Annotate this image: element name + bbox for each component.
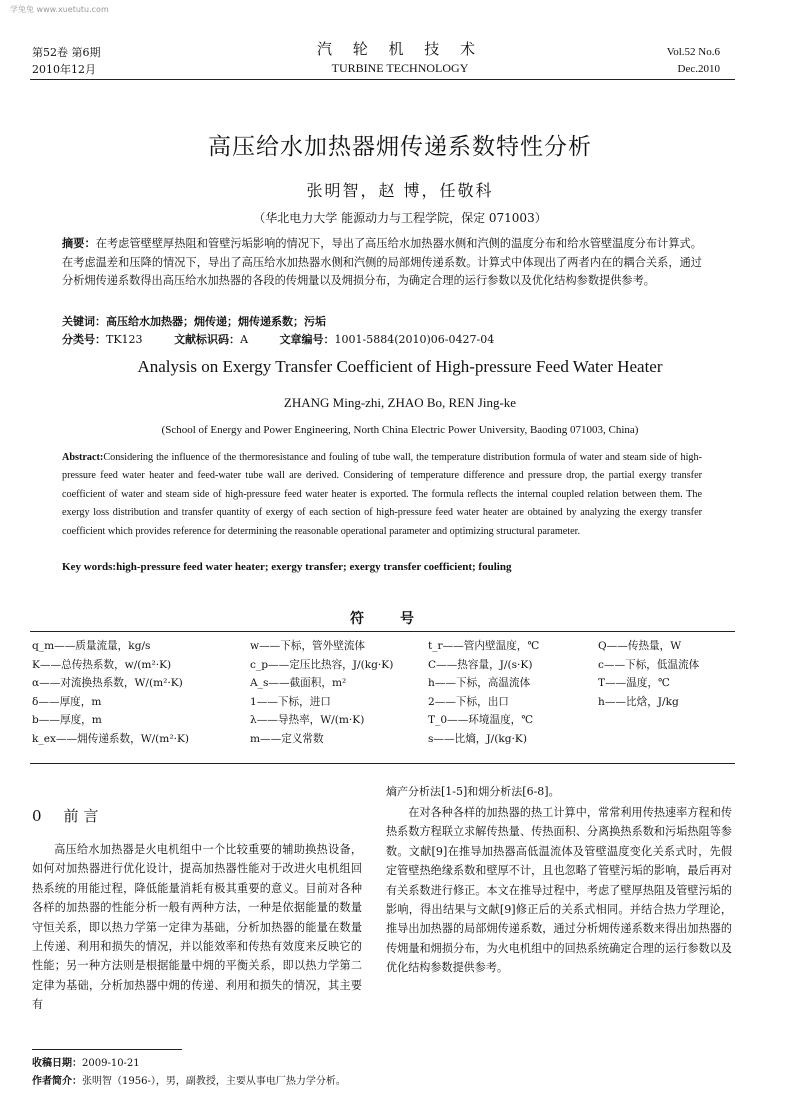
footnote-received: 收稿日期：2009-10-21 [32,1058,140,1069]
symbol-entry: C——热容量，J/(s·K) [428,658,533,671]
section-number: 0 [32,807,42,825]
intro-right-column [386,803,732,978]
keywords-cn [62,313,326,329]
title-en: Analysis on Exergy Transfer Coefficient of High-pressure Feed Water Heater [137,357,663,376]
symbols-col-2 [250,637,393,749]
header-left [32,44,101,78]
watermark: 学兔兔 www.xuetutu.com [10,5,109,14]
footnote-author: 作者简介：张明智（1956-），男，副教授，主要从事电厂热力学分析。 [32,1076,346,1087]
symbol-entry: q_m——质量流量，kg/s [32,640,151,652]
symbol-entry: δ——厚度，m [32,695,102,708]
symbol-entry: w——下标，管外壁流体 [250,640,366,652]
intro-right-continuation: 熵产分析法[1-5]和㶲分析法[6-8]。 [386,785,560,798]
symbol-entry: m——定义常数 [250,732,324,745]
keywords-en-text: high-pressure feed water heater; exergy transfer; exergy transfer coefficient; fouling [116,561,512,573]
symbol-entry: K——总传热系数，w/(m²·K) [32,658,172,671]
abstract-cn-text: 在考虑管壁壁厚热阻和管壁污垢影响的情况下，导出了高压给水加热器水侧和汽侧的温度分布和给水管壁温度分布计算式。在考虑温差和压降的情况下，导出了高压给水加热器水侧和汽侧的局部㶲传递系数。计算式中体现出了两者内在的耦合关系，通过分析㶲传递系数得出高压给水加热器的各段的传㶲量以及㶲损分布，为确定合理的运行参数以及优化结构参数提供参考。 [62,237,702,287]
symbols-bottom-rule [30,763,735,764]
symbols-top-rule [30,631,735,632]
symbol-entry: k_ex——㶲传递系数，W/(m²·K) [32,732,190,745]
symbol-entry: b——厚度，m [32,714,102,727]
section-title: 前 言 [63,807,99,825]
keywords-cn-label: 关键词： [62,315,106,328]
symbol-entry: 1——下标，进口 [250,695,331,708]
symbol-entry: h——下标，高温流体 [428,677,531,690]
abstract-cn-label: 摘要： [62,236,96,250]
symbol-entry: α——对流换热系数，W/(m²·K) [32,677,183,690]
abstract-en-text: Considering the influence of the thermoresistance and fouling of tube wall, the temperature distribution formula of water and steam side of high-pressure feed water heater and feed-water tube wall are derived. Considering of temperature difference and pressure drop, the partial exergy transfer coefficient of water and steam side of high-pressure feed water heater is exported. The formula reflects the internal coupled relation between them. The exergy loss distribution and transfer quantity of exergy of each section of high-pressure feed water heater are obtained by analyzing the exergy transfer coefficient which provides reference for determining the reasonable operational parameter and optimizing structural parameter. [62,452,702,537]
journal-name-en: TURBINE TECHNOLOGY [331,61,469,75]
symbol-entry: c_p——定压比热容，J/(kg·K) [250,658,394,671]
symbols-heading: 符号 [350,611,450,627]
keywords-en [62,561,511,573]
header-right [667,44,720,78]
intro-paragraph: 在对各种各样的加热器的热工计算中，常常利用传热速率方程和传热系数方程联立求解传热量、传热面积、分离换热系数和污垢热阻等参数。文献[9]在推导加热器高低温流体及管壁温度变化关系式时，先假定管壁热绝缘系数和壁厚不计，且也忽略了管壁污垢的影响，最后再对有关系数进行修正。本文在推导过程中，考虑了壁厚热阻及管壁污垢的影响，得出结果与文献[9]修正后的关系式相同。并结合热力学理论，推导出加热器的局部㶲传递系数，通过分析㶲传递系数来得出加热器的传㶲量和㶲损分布，为火电机组中的回热系统确定合理的运行参数以及优化结构参数提供参考。 [386,806,732,975]
authors: 张明智，赵 博，任敬科 [306,181,494,200]
header-rule [30,79,735,80]
symbol-entry: T——温度，℃ [598,677,670,690]
doc-code: 文献标识码：A [174,333,249,346]
article-number: 文章编号：1001-5884(2010)06-0427-04 [279,333,495,346]
intro-left-column [32,840,362,1015]
keywords-en-label: Key words: [62,561,117,573]
volume-en: Vol.52 No.6 [666,46,720,58]
symbol-entry: λ——导热率，W/(m·K) [250,714,365,727]
journal-name-cn: 汽 轮 机 技 术 [316,40,484,58]
abstract-en-label: Abstract: [62,452,104,463]
symbol-entry: h——比焓，J/kg [598,695,679,708]
section-heading-intro [32,805,98,826]
abstract-cn [62,234,702,291]
class-number: 分类号：TK123 [62,333,143,346]
volume-cn: 第52卷 第6期 [32,46,101,59]
symbol-entry: A_s——截面积，m² [250,677,347,690]
symbol-entry: t_r——管内壁温度，℃ [428,640,540,652]
symbol-entry: s——比熵，J/(kg·K) [428,732,527,745]
paper-title: 高压给水加热器㶲传递系数特性分析 [208,134,592,160]
symbols-col-4 [598,637,699,711]
header-journal [250,38,550,76]
symbol-entry: T_0——环境温度，℃ [428,714,534,727]
intro-paragraph: 高压给水加热器是火电机组中一个比较重要的辅助换热设备，如何对加热器进行优化设计，提高加热器性能对于改进火电机组回热系统的用能过程，降低能量消耗有极其重要的意义。目前对各种各样的加热器的性能分析一般有两种方法，一种是依据能量的数量守恒关系，即以热力学第一定律为基础，分析加热器的能量在数量上传递、利用和损失的情况，并以能效率和传热有效度来反映它的性能；另一种方法则是根据能量中㶲的平衡关系，即以热力学第二定律为基础，分析加热器中㶲的传递、利用和损失的情况，其主要有 [32,843,362,1012]
symbols-col-3 [428,637,539,749]
symbol-entry: Q——传热量，W [598,640,682,652]
footnote-rule [32,1049,182,1050]
abstract-en [62,449,702,541]
symbols-col-1 [32,637,189,749]
affiliation: （华北电力大学 能源动力与工程学院，保定 071003） [253,211,547,225]
symbol-entry: 2——下标，出口 [428,695,509,708]
symbol-entry: c——下标，低温流体 [598,658,700,671]
classification [62,331,522,347]
date-en: Dec.2010 [677,63,720,75]
date-cn: 2010年12月 [32,63,96,76]
keywords-cn-text: 高压给水加热器；㶲传递；㶲传递系数；污垢 [106,315,326,328]
affiliation-en: (School of Energy and Power Engineering, North China Electric Power University, Baoding 071003, China) [161,424,639,436]
authors-en: ZHANG Ming-zhi, ZHAO Bo, REN Jing-ke [283,395,517,410]
